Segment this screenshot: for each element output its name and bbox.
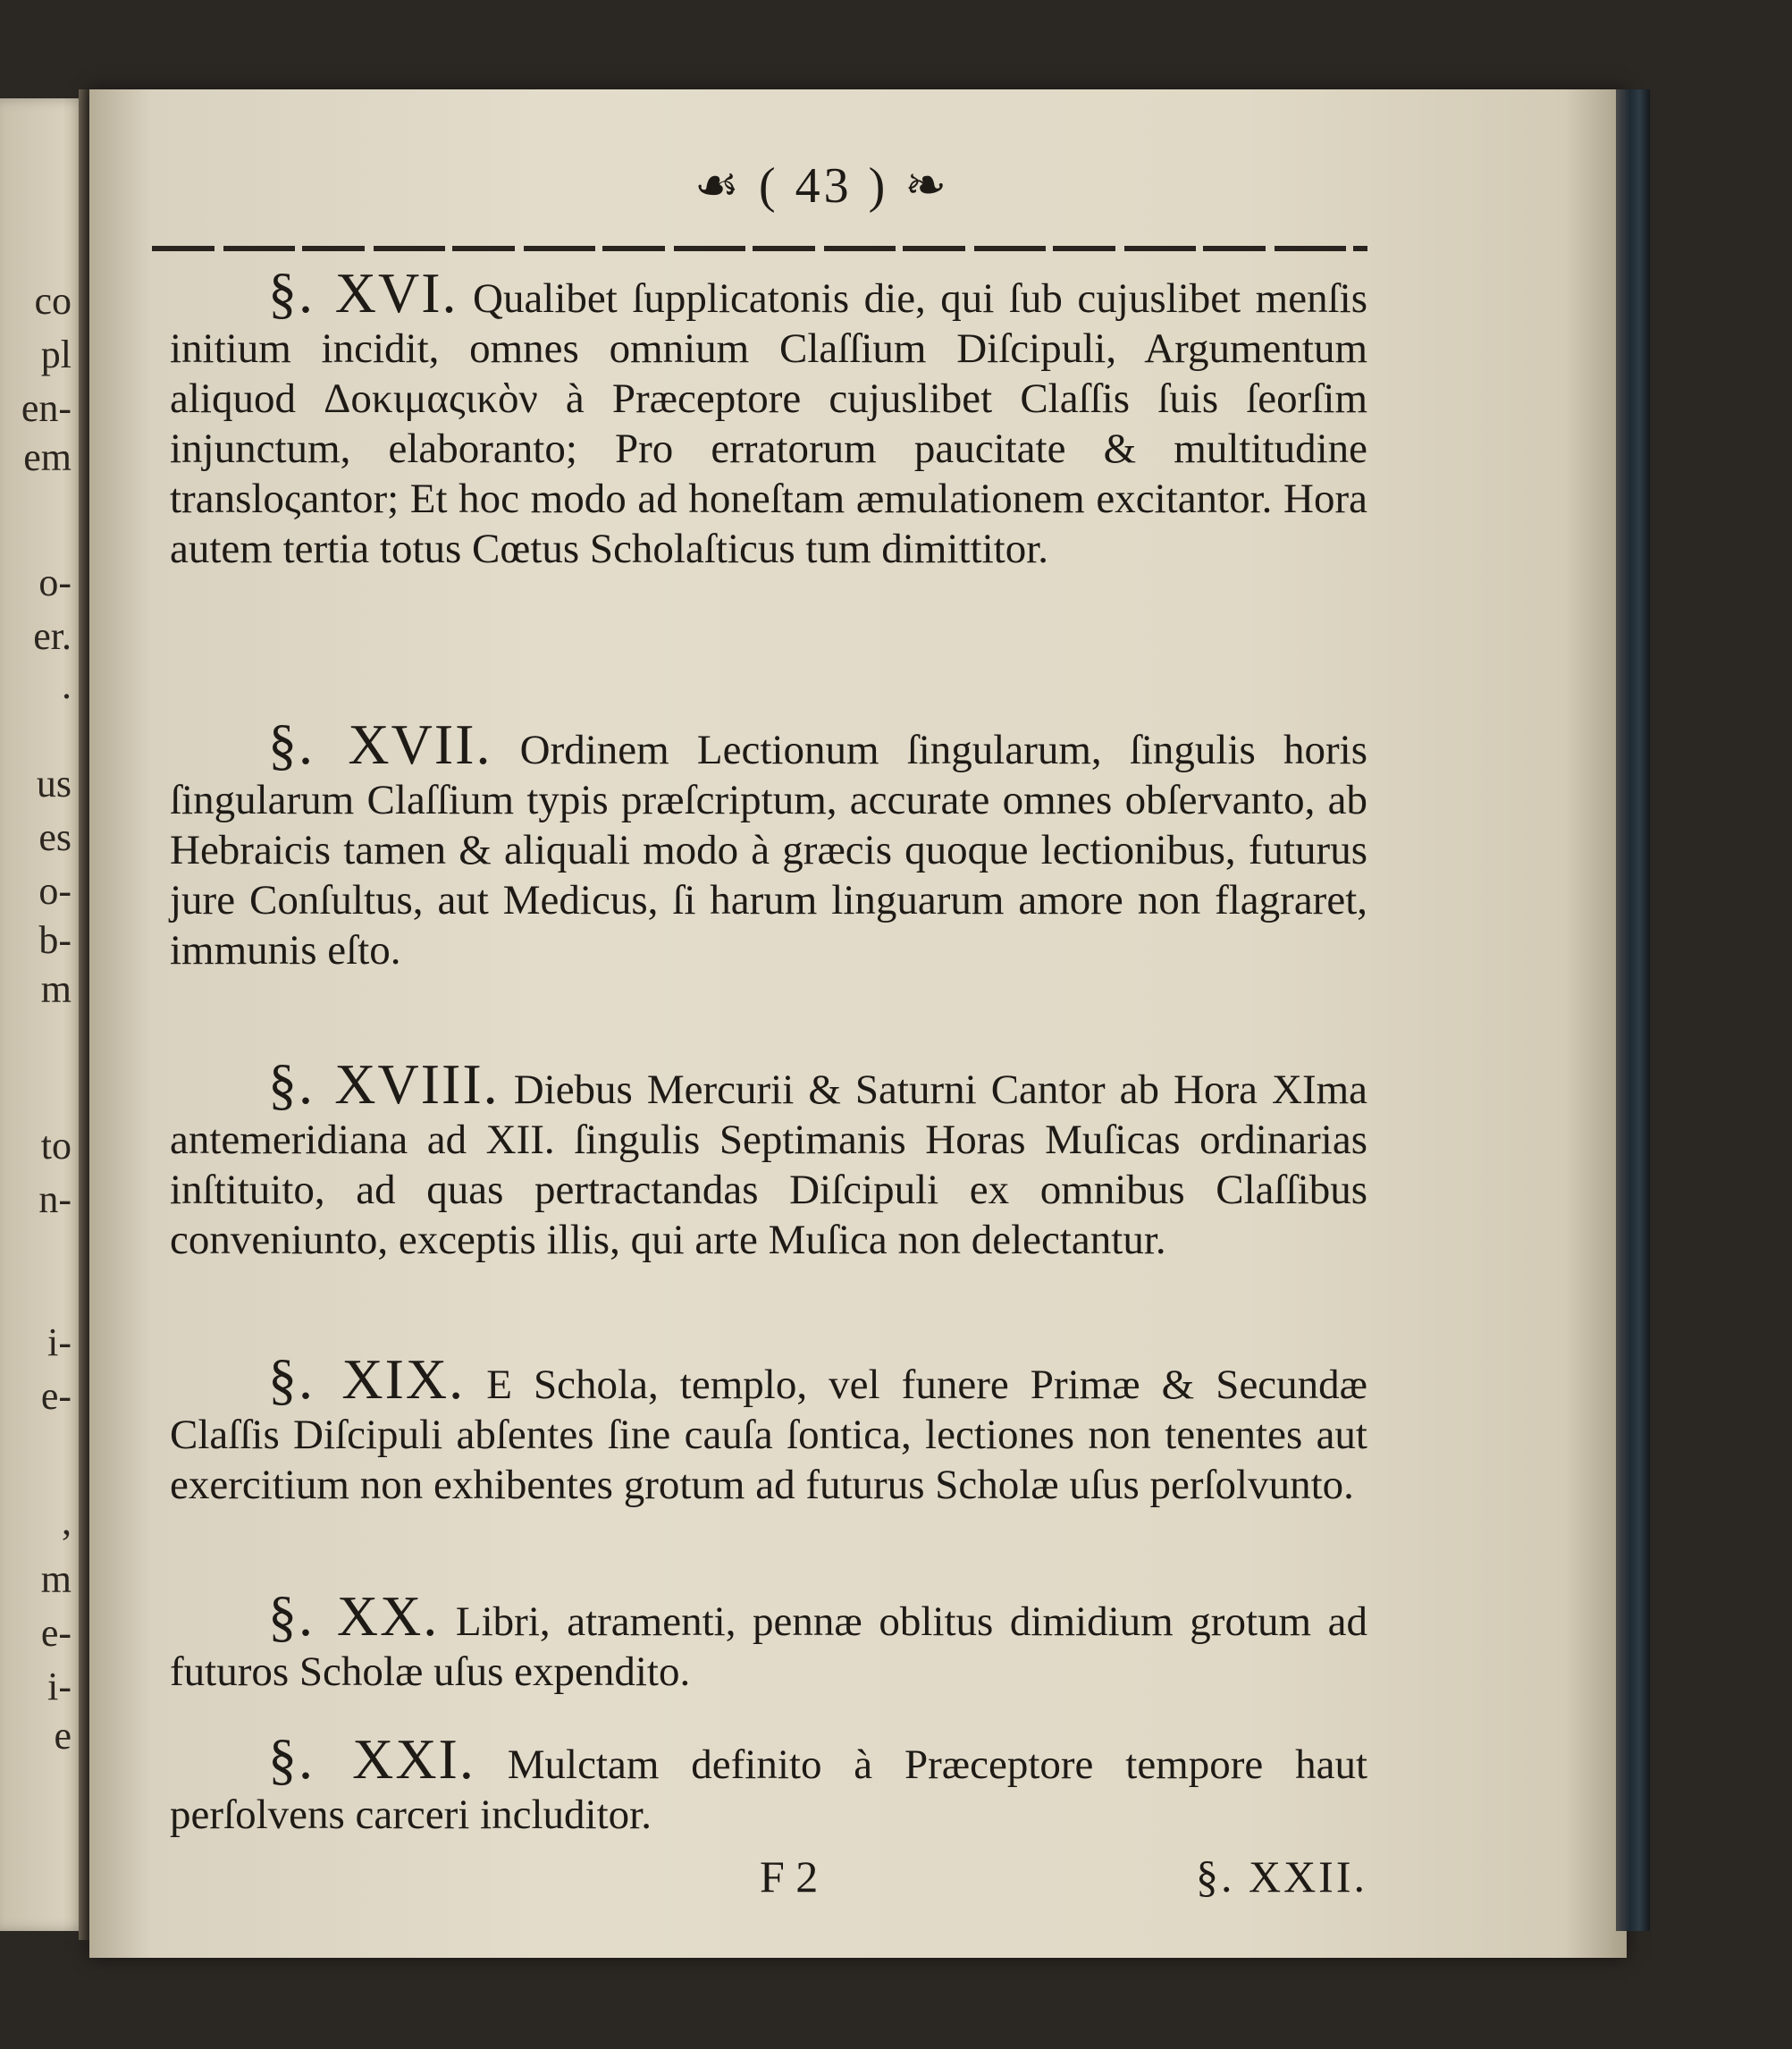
section-number: §. XIX. xyxy=(268,1347,466,1411)
margin-fragment: to xyxy=(40,1124,72,1168)
section-text: Mulctam definito à Præceptore tempore haut perſolvens carceri includitor. xyxy=(170,1741,1368,1838)
section-number: §. XX. xyxy=(268,1584,440,1648)
page-header: ☙ ( 43 ) ❧ xyxy=(694,158,951,214)
margin-fragment: co xyxy=(34,279,72,323)
signature-mark: F 2 xyxy=(760,1851,819,1901)
section-number: §. XVIII. xyxy=(268,1052,500,1116)
margin-fragment: o- xyxy=(38,561,72,604)
section-number: §. XVII. xyxy=(268,713,492,776)
section-21 xyxy=(170,1727,1368,1840)
section-number: §. XVI. xyxy=(268,261,459,325)
margin-fragment: e- xyxy=(40,1374,72,1418)
margin-fragment: . xyxy=(62,663,72,707)
section-text: Qualibet ſupplicatonis die, qui ſub cujuslibet menſis initium incidit, omnes omnium Claſſium Diſcipuli, Argumentum aliquod Δοκιμαςικὸν à Præceptore cujuslibet Claſſis ſuis ſeorſim injunctum, elaboranto; Pro erratorum paucitate & multitudine transloςantor; Et hoc modo ad honeſtam æmulationem excitantor. Hora autem tertia totus Cœtus Scholaſticus tum dimittitor. xyxy=(170,275,1367,572)
margin-fragment: i- xyxy=(47,1320,72,1364)
section-text: Diebus Mercurii & Saturni Cantor ab Hora XIma antemeridiana ad XII. ſingulis Septimanis Horas Muſicas ordinarias inſtituito, ad quas pertractandas Diſcipuli ex omnibus Claſſibus conveniunto, exceptis illis, qui arte Muſica non delectantur. xyxy=(170,1067,1368,1263)
margin-fragment: m xyxy=(40,967,72,1011)
margin-fragment: er. xyxy=(33,614,72,658)
header-rule xyxy=(152,246,1367,251)
margin-fragment: e xyxy=(54,1714,72,1758)
left-page-edge xyxy=(0,98,89,1954)
margin-fragment: e- xyxy=(40,1611,72,1655)
section-18 xyxy=(170,1052,1368,1265)
margin-fragment: em xyxy=(23,435,72,479)
margin-fragment: es xyxy=(38,815,72,859)
section-17 xyxy=(170,713,1368,975)
book-cover-edge xyxy=(1616,89,1650,1931)
section-16 xyxy=(170,261,1367,574)
margin-fragment: us xyxy=(36,762,72,805)
section-text: Libri, atramenti, pennæ oblitus dimidium grotum ad futuros Scholæ uſus expendito. xyxy=(170,1598,1368,1695)
section-20 xyxy=(170,1584,1368,1697)
section-text: E Schola, templo, vel funere Primæ & Secundæ Claſſis Diſcipuli abſentes ſine cauſa ſontica, lectiones non tenentes aut exercitium non exhibentes grotum ad futurus Scholæ uſus perſolvunto. xyxy=(170,1362,1368,1508)
margin-fragment: m xyxy=(40,1557,72,1601)
margin-fragment: i- xyxy=(47,1665,72,1708)
margin-fragment: o- xyxy=(38,869,72,913)
margin-fragment: . xyxy=(62,1910,72,1954)
section-number: §. XXI. xyxy=(268,1727,475,1791)
margin-fragment: b- xyxy=(38,918,72,962)
margin-fragment: , xyxy=(62,1499,72,1543)
catchword: §. XXII. xyxy=(1195,1851,1367,1901)
margin-fragment: n- xyxy=(38,1177,72,1221)
section-19 xyxy=(170,1347,1368,1510)
section-text: Ordinem Lectionum ſingularum, ſingulis horis ſingularum Claſſium typis præſcriptum, accurate omnes obſervanto, ab Hebraicis tamen & aliquali modo à græcis quoque lectionibus, futurus jure Conſultus, aut Medicus, ſi harum linguarum amore non flagraret, immunis eſto. xyxy=(170,727,1368,974)
margin-fragment: en- xyxy=(21,386,72,430)
margin-fragment: pl xyxy=(40,333,72,376)
page-footer xyxy=(170,1851,1367,1904)
